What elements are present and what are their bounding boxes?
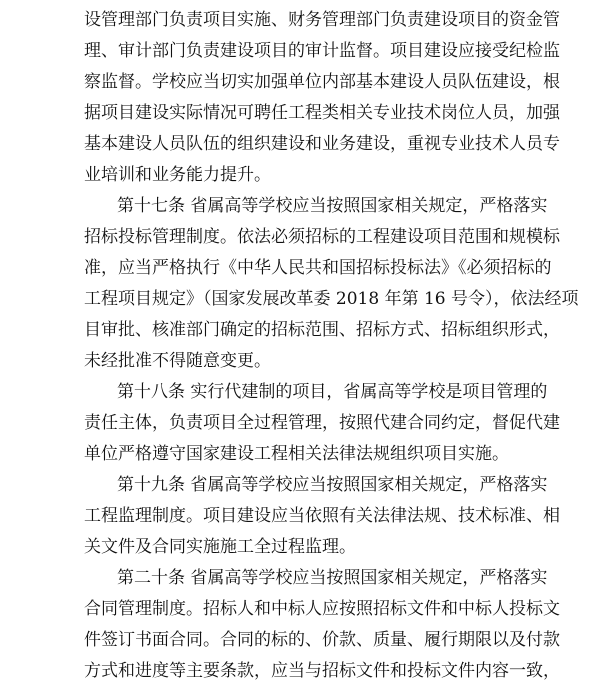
line-text: 招标投标管理制度。依法必须招标的工程建设项目范围和规模标 bbox=[84, 227, 560, 247]
line-text: 单位严格遵守国家建设工程相关法律法规组织项目实施。 bbox=[84, 444, 509, 464]
line-text: 察监督。学校应当切实加强单位内部基本建设人员队伍建设，根 bbox=[84, 72, 560, 92]
line-text: 工程项目规定》（国家发展改革委 2018 年第 16 号令），依法经项 bbox=[84, 289, 579, 309]
text-line bbox=[0, 532, 602, 562]
line-text: 第二十条 省属高等学校应当按照国家相关规定，严格落实 bbox=[117, 568, 548, 588]
line-text: 准，应当严格执行《中华人民共和国招标投标法》《必须招标的 bbox=[84, 258, 552, 278]
text-line bbox=[0, 5, 602, 35]
text-line bbox=[0, 253, 602, 283]
line-text: 据项目建设实际情况可聘任工程类相关专业技术岗位人员，加强 bbox=[84, 103, 560, 123]
text-line bbox=[0, 625, 602, 655]
text-line bbox=[0, 222, 602, 252]
text-line bbox=[0, 408, 602, 438]
text-line bbox=[0, 439, 602, 469]
line-text: 责任主体，负责项目全过程管理，按照代建合同约定，督促代建 bbox=[84, 413, 560, 433]
text-line bbox=[0, 501, 602, 531]
text-line bbox=[0, 315, 602, 345]
line-text: 工程监理制度。项目建设应当依照有关法律法规、技术标准、相 bbox=[84, 506, 560, 526]
text-line bbox=[0, 470, 602, 500]
text-line bbox=[0, 656, 602, 686]
text-line bbox=[0, 98, 602, 128]
text-line bbox=[0, 594, 602, 624]
line-text: 关文件及合同实施施工全过程监理。 bbox=[84, 537, 356, 557]
line-text: 第十八条 实行代建制的项目，省属高等学校是项目管理的 bbox=[117, 382, 548, 402]
line-text: 目审批、核准部门确定的招标范围、招标方式、招标组织形式， bbox=[84, 320, 560, 340]
line-text: 理、审计部门负责建设项目的审计监督。项目建设应接受纪检监 bbox=[84, 41, 560, 61]
line-text: 基本建设人员队伍的组织建设和业务建设，重视专业技术人员专 bbox=[84, 134, 560, 154]
line-text: 第十七条 省属高等学校应当按照国家相关规定，严格落实 bbox=[117, 196, 548, 216]
line-text: 件签订书面合同。合同的标的、价款、质量、履行期限以及付款 bbox=[84, 630, 560, 650]
text-line bbox=[0, 160, 602, 190]
text-line bbox=[0, 36, 602, 66]
line-text: 业培训和业务能力提升。 bbox=[84, 165, 271, 185]
line-text: 合同管理制度。招标人和中标人应按照招标文件和中标人投标文 bbox=[84, 599, 560, 619]
text-line bbox=[0, 129, 602, 159]
line-text: 设管理部门负责项目实施、财务管理部门负责建设项目的资金管 bbox=[84, 10, 560, 30]
text-line bbox=[0, 346, 602, 376]
text-line bbox=[0, 284, 602, 314]
text-line bbox=[0, 563, 602, 593]
line-text: 未经批准不得随意变更。 bbox=[84, 351, 271, 371]
text-line bbox=[0, 191, 602, 221]
text-line bbox=[0, 377, 602, 407]
line-text: 方式和进度等主要条款，应当与招标文件和投标文件内容一致， bbox=[84, 661, 560, 681]
text-line bbox=[0, 67, 602, 97]
line-text: 第十九条 省属高等学校应当按照国家相关规定，严格落实 bbox=[117, 475, 548, 495]
